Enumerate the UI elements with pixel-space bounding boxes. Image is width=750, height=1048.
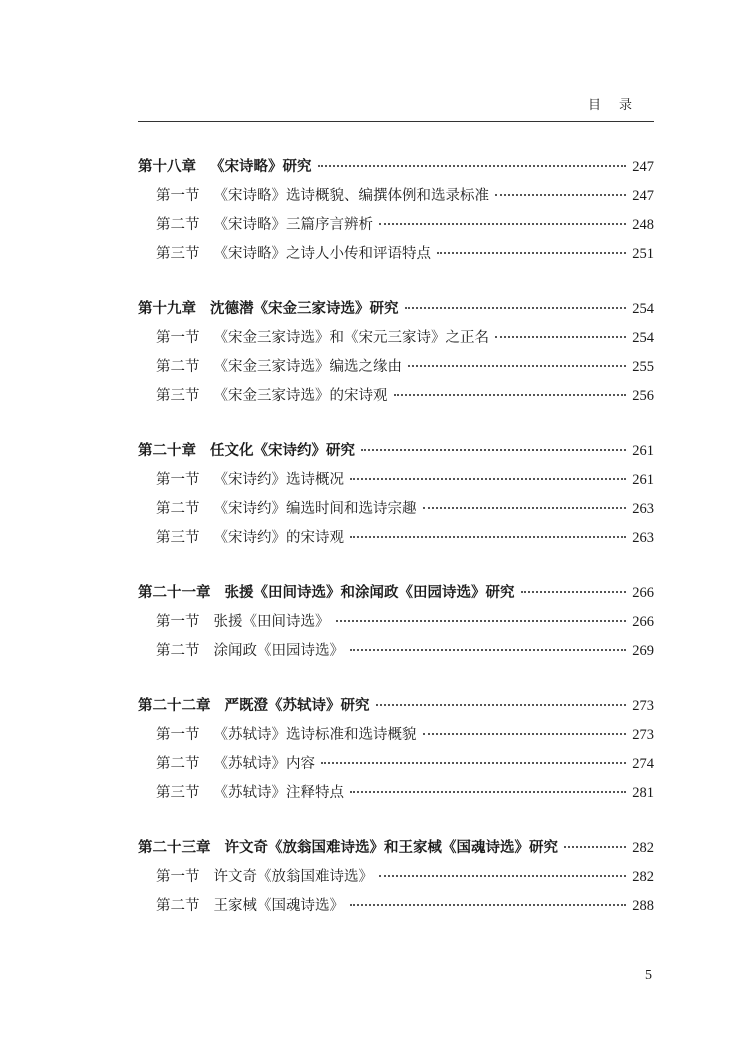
- dot-leader: [321, 762, 626, 764]
- toc-section-entry-page: 288: [632, 898, 654, 914]
- dot-leader: [350, 478, 626, 480]
- toc-chapter-entry-label: 第二十章: [138, 443, 196, 459]
- toc-section-entry-title: 王家棫《国魂诗选》: [213, 898, 344, 914]
- toc-section-entry-label: 第一节: [156, 727, 200, 743]
- toc-section-entry[interactable]: [138, 526, 654, 555]
- toc-section-entry-label: 第二节: [156, 501, 200, 517]
- toc-section-entry-page: 282: [632, 869, 654, 885]
- toc-section-entry-title: 《苏轼诗》注释特点: [213, 785, 344, 801]
- dot-leader: [437, 252, 626, 254]
- toc-section-entry-label: 第二节: [156, 643, 200, 659]
- dot-leader: [376, 704, 627, 706]
- toc-section-entry-title: 涂闻政《田园诗选》: [213, 643, 344, 659]
- page-number: 5: [645, 968, 652, 983]
- dot-leader: [405, 307, 627, 309]
- chapter-block: [138, 297, 654, 413]
- toc-section-entry-page: 261: [632, 472, 654, 488]
- dot-leader: [318, 165, 627, 167]
- dot-leader: [408, 365, 626, 367]
- toc-section-entry-label: 第一节: [156, 472, 200, 488]
- toc-chapter-entry-page: 273: [632, 698, 654, 714]
- toc-section-entry-title: 张援《田间诗选》: [213, 614, 330, 630]
- toc-section-entry[interactable]: [138, 610, 654, 639]
- toc-section-entry[interactable]: [138, 894, 654, 923]
- toc-chapter-entry-title: 严既澄《苏轼诗》研究: [224, 698, 370, 714]
- toc-section-entry[interactable]: [138, 326, 654, 355]
- toc-section-entry-title: 《苏轼诗》选诗标准和选诗概貌: [213, 727, 417, 743]
- toc-section-entry-label: 第二节: [156, 898, 200, 914]
- toc-chapter-entry[interactable]: [138, 694, 654, 723]
- toc-section-entry-page: 254: [632, 330, 654, 346]
- dot-leader: [495, 336, 626, 338]
- toc-section-entry-label: 第二节: [156, 359, 200, 375]
- toc-chapter-entry-page: 282: [632, 840, 654, 856]
- dot-leader: [564, 846, 626, 848]
- chapter-block: [138, 439, 654, 555]
- toc-section-entry-page: 273: [632, 727, 654, 743]
- dot-leader: [361, 449, 626, 451]
- toc-chapter-entry[interactable]: [138, 581, 654, 610]
- chapter-block: [138, 581, 654, 668]
- toc-section-entry[interactable]: [138, 781, 654, 810]
- toc-section-entry[interactable]: [138, 213, 654, 242]
- running-head: 目录: [587, 98, 650, 113]
- toc-section-entry-label: 第一节: [156, 188, 200, 204]
- toc-section-entry[interactable]: [138, 184, 654, 213]
- toc-chapter-entry-title: 张援《田间诗选》和涂闻政《田园诗选》研究: [224, 585, 515, 601]
- toc-section-entry-page: 255: [632, 359, 654, 375]
- toc-section-entry[interactable]: [138, 497, 654, 526]
- toc-chapter-entry-page: 247: [632, 159, 654, 175]
- dot-leader: [350, 791, 626, 793]
- chapter-block: [138, 694, 654, 810]
- toc-section-entry[interactable]: [138, 723, 654, 752]
- toc-section-entry-page: 263: [632, 530, 654, 546]
- toc-section-entry-title: 《宋诗约》的宋诗观: [213, 530, 344, 546]
- toc-section-entry-label: 第三节: [156, 246, 200, 262]
- dot-leader: [521, 591, 627, 593]
- toc-section-entry[interactable]: [138, 752, 654, 781]
- toc-section-entry[interactable]: [138, 355, 654, 384]
- toc-section-entry-title: 《宋金三家诗选》编选之缘由: [213, 359, 402, 375]
- dot-leader: [379, 875, 626, 877]
- toc-section-entry[interactable]: [138, 865, 654, 894]
- toc-section-entry-page: 281: [632, 785, 654, 801]
- header-rule: [138, 121, 654, 122]
- chapter-block: [138, 836, 654, 923]
- toc-section-entry[interactable]: [138, 242, 654, 271]
- toc-chapter-entry-title: 任文化《宋诗约》研究: [210, 443, 355, 459]
- toc-section-entry-page: 247: [632, 188, 654, 204]
- toc-section-entry-title: 《宋诗略》选诗概貌、编撰体例和选录标准: [213, 188, 489, 204]
- toc-section-entry-label: 第三节: [156, 785, 200, 801]
- toc-section-entry-label: 第三节: [156, 388, 200, 404]
- dot-leader: [423, 733, 627, 735]
- toc-chapter-entry[interactable]: [138, 297, 654, 326]
- toc-chapter-entry[interactable]: [138, 439, 654, 468]
- toc-section-entry-page: 263: [632, 501, 654, 517]
- table-of-contents: [138, 155, 654, 949]
- toc-chapter-entry-label: 第十八章: [138, 159, 196, 175]
- toc-section-entry-page: 256: [632, 388, 654, 404]
- toc-chapter-entry[interactable]: [138, 155, 654, 184]
- toc-chapter-entry-label: 第二十二章: [138, 698, 211, 714]
- toc-chapter-entry-title: 许文奇《放翁国难诗选》和王家棫《国魂诗选》研究: [224, 840, 558, 856]
- toc-chapter-entry-page: 261: [632, 443, 654, 459]
- toc-section-entry-label: 第三节: [156, 530, 200, 546]
- toc-section-entry-title: 《宋诗约》选诗概况: [213, 472, 344, 488]
- toc-section-entry-title: 《宋诗略》三篇序言辨析: [213, 217, 373, 233]
- toc-section-entry-title: 许文奇《放翁国难诗选》: [213, 869, 373, 885]
- chapter-block: [138, 155, 654, 271]
- toc-section-entry-title: 《宋诗略》之诗人小传和评语特点: [213, 246, 431, 262]
- toc-section-entry[interactable]: [138, 384, 654, 413]
- toc-section-entry-label: 第一节: [156, 330, 200, 346]
- toc-section-entry-label: 第一节: [156, 614, 200, 630]
- dot-leader: [350, 904, 626, 906]
- toc-chapter-entry[interactable]: [138, 836, 654, 865]
- toc-section-entry-page: 274: [632, 756, 654, 772]
- dot-leader: [350, 536, 626, 538]
- toc-chapter-entry-page: 266: [632, 585, 654, 601]
- toc-chapter-entry-label: 第二十三章: [138, 840, 211, 856]
- toc-chapter-entry-label: 第十九章: [138, 301, 196, 317]
- dot-leader: [495, 194, 626, 196]
- toc-section-entry-title: 《宋金三家诗选》的宋诗观: [213, 388, 388, 404]
- toc-section-entry[interactable]: [138, 468, 654, 497]
- dot-leader: [350, 649, 626, 651]
- dot-leader: [423, 507, 627, 509]
- toc-section-entry-label: 第二节: [156, 756, 200, 772]
- dot-leader: [394, 394, 627, 396]
- dot-leader: [379, 223, 626, 225]
- dot-leader: [336, 620, 627, 622]
- toc-section-entry-page: 248: [632, 217, 654, 233]
- toc-section-entry[interactable]: [138, 639, 654, 668]
- toc-section-entry-label: 第二节: [156, 217, 200, 233]
- toc-section-entry-label: 第一节: [156, 869, 200, 885]
- toc-section-entry-title: 《宋诗约》编选时间和选诗宗趣: [213, 501, 417, 517]
- toc-chapter-entry-page: 254: [632, 301, 654, 317]
- toc-section-entry-page: 266: [632, 614, 654, 630]
- toc-section-entry-page: 251: [632, 246, 654, 262]
- toc-chapter-entry-title: 《宋诗略》研究: [210, 159, 312, 175]
- toc-section-entry-title: 《宋金三家诗选》和《宋元三家诗》之正名: [213, 330, 489, 346]
- toc-section-entry-page: 269: [632, 643, 654, 659]
- toc-section-entry-title: 《苏轼诗》内容: [213, 756, 315, 772]
- toc-chapter-entry-title: 沈德潜《宋金三家诗选》研究: [210, 301, 399, 317]
- toc-chapter-entry-label: 第二十一章: [138, 585, 211, 601]
